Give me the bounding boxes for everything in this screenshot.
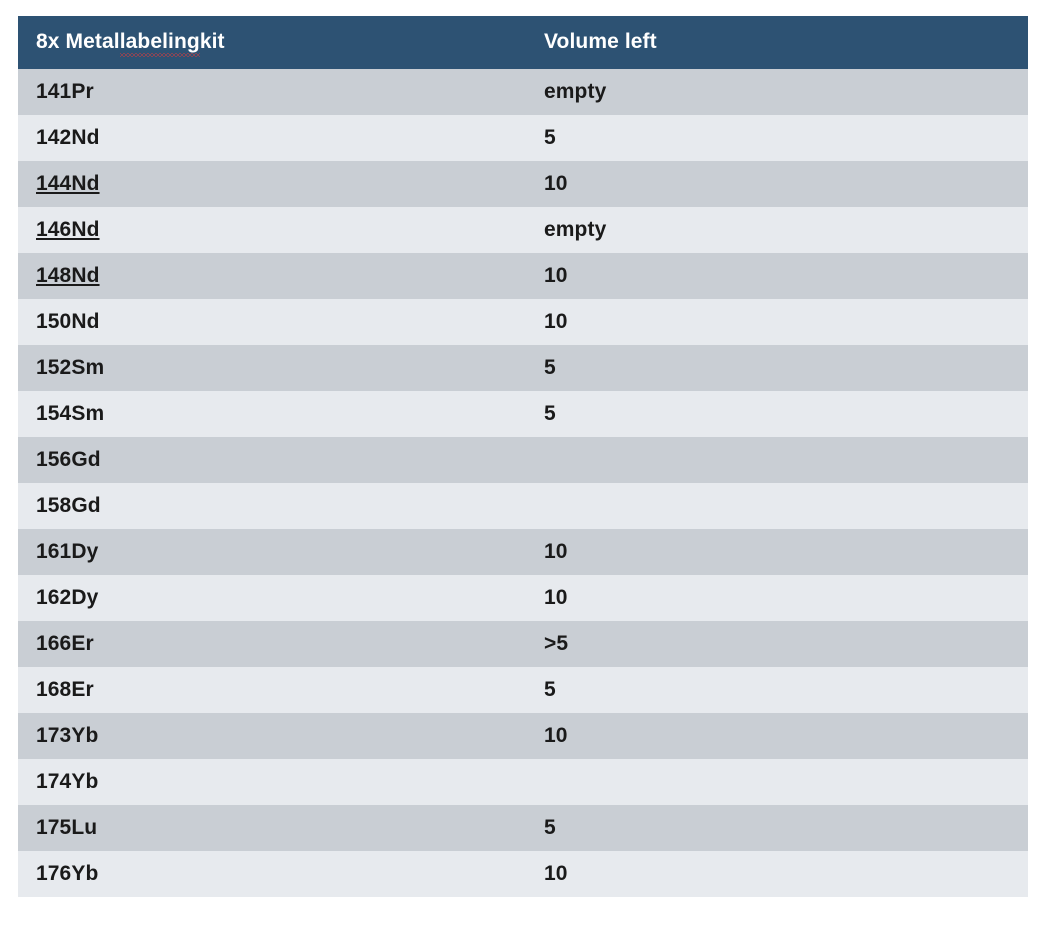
cell-metal — [18, 667, 526, 713]
metal-label: 148Nd — [36, 264, 100, 287]
cell-volume-left: 5 — [526, 391, 1028, 437]
metal-label: 154Sm — [36, 402, 105, 425]
table-header — [18, 16, 1028, 69]
cell-metal — [18, 851, 526, 897]
table-row — [18, 529, 1028, 575]
metal-label: 161Dy — [36, 540, 99, 563]
metal-label: 141Pr — [36, 80, 94, 103]
cell-volume-left: 10 — [526, 851, 1028, 897]
table-row — [18, 805, 1028, 851]
table-row — [18, 69, 1028, 115]
metal-label: 156Gd — [36, 448, 101, 471]
cell-volume-left: >5 — [526, 621, 1028, 667]
table-row — [18, 161, 1028, 207]
cell-metal — [18, 437, 526, 483]
metal-label: 176Yb — [36, 862, 99, 885]
metal-label: 152Sm — [36, 356, 105, 379]
table-row — [18, 391, 1028, 437]
cell-metal — [18, 253, 526, 299]
table-row — [18, 253, 1028, 299]
metal-label: 175Lu — [36, 816, 98, 839]
column-header-volume-left: Volume left — [526, 16, 1028, 69]
table-row — [18, 345, 1028, 391]
metal-label: 150Nd — [36, 310, 100, 333]
cell-volume-left: 10 — [526, 253, 1028, 299]
table-body — [18, 69, 1028, 897]
cell-metal — [18, 713, 526, 759]
cell-metal — [18, 529, 526, 575]
cell-volume-left: empty — [526, 69, 1028, 115]
metal-label: 166Er — [36, 632, 94, 655]
metal-label: 168Er — [36, 678, 94, 701]
table-row — [18, 207, 1028, 253]
cell-metal — [18, 69, 526, 115]
cell-volume-left: 10 — [526, 161, 1028, 207]
column-header-metal-kit-pre: 8x Metal — [36, 30, 120, 53]
metal-label: 142Nd — [36, 126, 100, 149]
cell-metal — [18, 391, 526, 437]
metal-label: 174Yb — [36, 770, 99, 793]
table-row — [18, 299, 1028, 345]
cell-volume-left: 10 — [526, 575, 1028, 621]
cell-metal — [18, 621, 526, 667]
cell-volume-left: 10 — [526, 299, 1028, 345]
cell-volume-left — [526, 437, 1028, 483]
cell-volume-left: 5 — [526, 345, 1028, 391]
cell-metal — [18, 575, 526, 621]
table-row — [18, 621, 1028, 667]
cell-metal — [18, 483, 526, 529]
table-header-row — [18, 16, 1028, 69]
table-row — [18, 713, 1028, 759]
cell-metal — [18, 805, 526, 851]
cell-volume-left: 5 — [526, 805, 1028, 851]
cell-volume-left — [526, 483, 1028, 529]
table-row — [18, 759, 1028, 805]
cell-metal — [18, 161, 526, 207]
cell-volume-left: 5 — [526, 667, 1028, 713]
cell-metal — [18, 115, 526, 161]
column-header-metal-kit — [18, 16, 526, 69]
metal-labeling-kit-table — [18, 16, 1028, 897]
cell-volume-left: 5 — [526, 115, 1028, 161]
table-row — [18, 575, 1028, 621]
cell-metal — [18, 207, 526, 253]
column-header-metal-kit-flagged-word: labeling — [119, 30, 200, 53]
table-row — [18, 115, 1028, 161]
cell-metal — [18, 299, 526, 345]
cell-volume-left — [526, 759, 1028, 805]
metal-label: 146Nd — [36, 218, 100, 241]
cell-volume-left: 10 — [526, 713, 1028, 759]
metal-label: 144Nd — [36, 172, 100, 195]
table-row — [18, 483, 1028, 529]
cell-volume-left: empty — [526, 207, 1028, 253]
column-header-metal-kit-post: kit — [199, 30, 225, 53]
metal-label: 162Dy — [36, 586, 99, 609]
table-row — [18, 851, 1028, 897]
metal-label: 173Yb — [36, 724, 99, 747]
cell-volume-left: 10 — [526, 529, 1028, 575]
cell-metal — [18, 759, 526, 805]
table-row — [18, 667, 1028, 713]
metal-label: 158Gd — [36, 494, 101, 517]
cell-metal — [18, 345, 526, 391]
table-row — [18, 437, 1028, 483]
